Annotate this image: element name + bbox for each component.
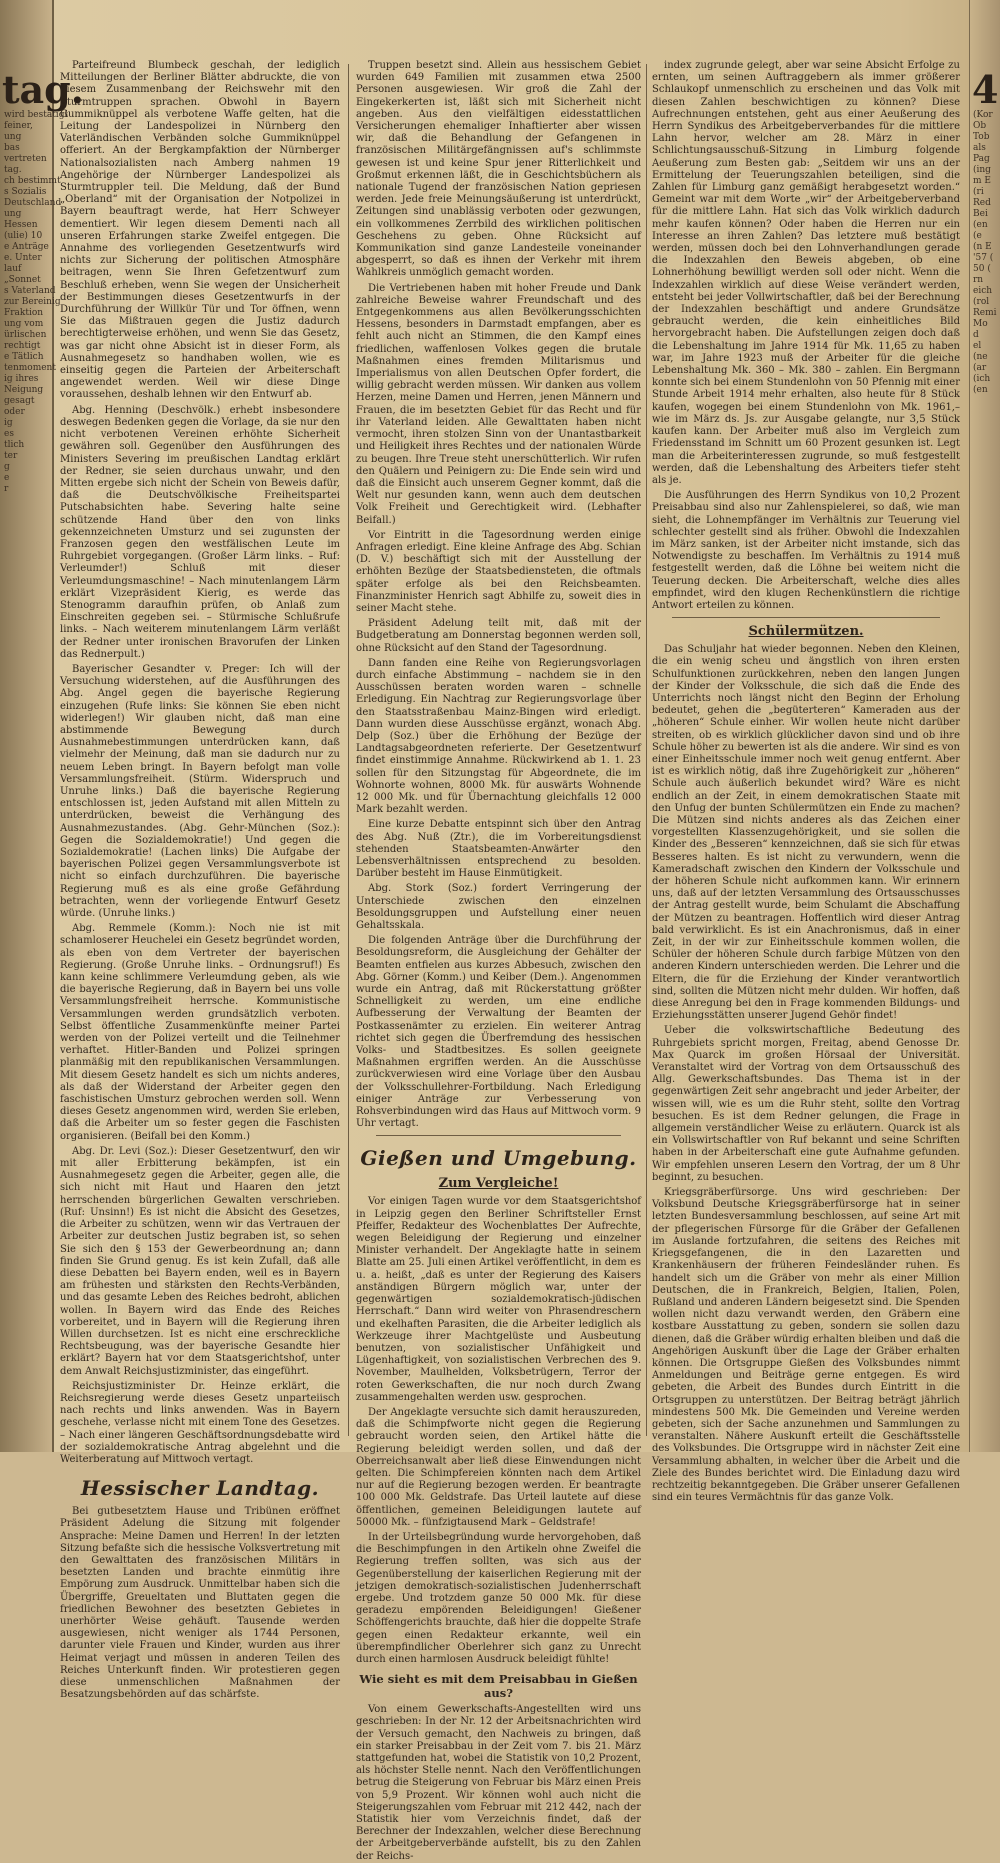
subheadline-preisabbau: Wie sieht es mit dem Preisabbau in Gießen aus? (359, 1672, 638, 1701)
edge-text-line: m E (973, 176, 991, 186)
paragraph: Parteifreund Blumbeck geschah, der lediglich Mitteilungen der Berliner Blätter abdruckte, die von diesem Zusammenbang der Reichswehr mit den Sturmtruppen sprachen. Obwohl in Bayern Gummiknüppel als verbotene Waffe gelten, hat die Leitung der Landespolizei in Nürnberg den Vaterländischen Verbänden solche Gummiknüppel offeriert. An der Bergkampfaktion der Nürnberger Nationalsozialisten nach Amberg nahmen 19 Angehörige der Nürnberger Landespolizei als Sturmtruppler teil. Die Meldung, daß der Bund „Oberland“ mit der Organisation der Notpolizei in Bayern beauftragt werde, hat Herr Schweyer dementiert. Wir legen diesem Dementi nach all unseren Erfahrungen starke Zweifel entgegen. Die Annahme des vorliegenden Gesetzentwurfs wird nichts zur Sicherung der politischen Atmosphäre beitragen, wenn Sie Ihren Gefetzentwurf zum Beschluß erheben, wenn Sie wegen der Unsicherheit der Bestimmungen dieses Gesetzentwurfs in der Durchführung der Willkür Tür und Tor öffnen, wenn Sie das Mißtrauen gegen die Justiz dadurch berechtigterweise erhöhen, und wenn Sie das Gesetz, was gar nicht ohne Absicht ist in dieser Form, als Ausnahmegesetz so handhaben wollen, wie es einseitig gegen die Parteien der Arbeiterschaft angewendet werden. Weil wir diese Dinge voraussehen, deshalb lehnen wir den Entwurf ab. (60, 60, 340, 401)
right-page-edge (969, 0, 1000, 1452)
left-edge-mark: tag. (2, 67, 84, 112)
edge-text-line: bas (4, 143, 20, 153)
edge-text-line: tag. (4, 165, 22, 175)
paragraph: Die Ausführungen des Herrn Syndikus von 10,2 Prozent Preisabbau sind also nur Zahlenspielerei, so daß, wie man sieht, die Lohnempfänger im Verhältnis zur Teuerung viel schlechter gestellt sind als früher. Obwohl die Indexzahlen im März sanken, ist der Arbeiter nicht imstande, sich das Notwendigste zu beschaffen. Im Verhältnis zu 1914 muß festgestellt werden, daß die Löhne bei weitem nicht die Teuerung decken. Die Arbeiterschaft, welche dies alles empfindet, wird den klugen Rechenkünstlern die richtige Antwort erteilen zu können. (652, 490, 960, 611)
edge-text-line: ung (4, 132, 22, 142)
paragraph: Ueber die volkswirtschaftliche Bedeutung des Ruhrgebiets spricht morgen, Freitag, abend Genosse Dr. Max Quarck im großen Hörsaal der Universität. Veranstaltet wird der Vortrag von dem Ortsausschuß des Allg. Gewerkschaftsbundes. Das Thema ist in der gegenwärtigen Zeit sehr angebracht und jeder Arbeiter, der wissen will, wie es um die Ruhr steht, sollte den Vortrag besuchen. Es ist dem Redner gelungen, die Frage in allgemein verständlicher Weise zu erläutern. Quarck ist als ein Vollswirtschaftler von Ruf bekannt und seine Schriften haben in der Arbeiterschaft eine gute Aufnahme gefunden. Wir empfehlen unseren Lesern den Vortrag, der um 8 Uhr beginnt, zu besuchen. (652, 1025, 960, 1183)
paragraph: Vor einigen Tagen wurde vor dem Staatsgerichtshof in Leipzig gegen den Berliner Schriftsteller Ernst Pfeiffer, Redakteur des Wochenblattes Der Aufrechte, wegen Beleidigung der Regierung und einzelner Minister verhandelt. Der Angeklagte hatte in seinem Blatte am 25. Juli einen Artikel veröffentlicht, in dem es u. a. heißt, „daß es unter der Regierung des Kaisers anständigen Bürgern möglich war, unter der gegenwärtigen sozialdemokratisch-jüdischen Herrschaft.“ Dann wird weiter von Phrasendreschern und ekelhaften Parasiten, die die Arbeiter lediglich als Werkzeuge ihrer Machtgelüste und Ausbeutung benutzen, von sozialistischer Unfähigkeit und Lügenhaftigkeit, von sozialistischen Verbrechen des 9. November, Maulhelden, Volksbetrügern, Terror der roten Gewerkschaften, die nur noch durch Zwang zusammengehalten werden usw. gesprochen. (356, 1196, 641, 1403)
paragraph: Die folgenden Anträge über die Durchführung der Besoldungsreform, die Ausgleichung der Gehälter der Beamten entfielen aus kurzes Abbesuch, zwischen den Abg. Görner (Komm.) und Keiber (Dem.). Angenommen wurde ein Antrag, daß mit Rückerstattung größter Schnelligkeit zu werden, um eine endliche Aufbesserung der Verwaltung der Beamten der Postkassenämter zu erzielen. Ein weiterer Antrag richtet sich gegen die Überfremdung des hessischen Volks- und Stadtbesitzes. Es sollen geeignete Maßnahmen ergriffen werden. An die Ausschüsse zurückverwiesen wird eine Vorlage über den Ausbau der Volksschullehrer-Fortbildung. Nach Erledigung einiger Anträge zur Verbesserung von Rohsverbindungen wird das Haus auf Mittwoch vorm. 9 Uhr vertagt. (356, 935, 641, 1130)
headline-hessischer-landtag: Hessischer Landtag. (80, 1476, 320, 1501)
edge-text-line: Bei (973, 209, 988, 219)
edge-text-line: el (973, 341, 982, 351)
edge-text-line: s Sozialis (4, 187, 47, 197)
edge-text-line: Deutschland (4, 198, 62, 208)
paragraph: Dann fanden eine Reihe von Regierungsvorlagen durch einfache Abstimmung – nachdem sie in den Ausschüssen beraten worden waren – schnelle Erledigung. Ein Nachtrag zur Regierungsvorlage über den Staatsstraßenbau Mainz-Bingen wird erledigt. Dann wurden diese Ausschüsse ergänzt, wonach Abg. Delp (Soz.) über die Erhöhung der Bezüge der Landtagsabgeordneten referierte. Der Gesetzentwurf findet einstimmige Annahme. Rückwirkend ab 1. 1. 23 sollen für den Sitzungstag für Abgeordnete, die im Wohnorte wohnen, 8000 Mk. für auswärts Wohnende 12 000 Mk. und für Übernachtung gleichfalls 12 000 Mark bezahlt werden. (356, 657, 641, 816)
edge-text-line: (ulie) 10 (4, 231, 43, 241)
edge-text-line: (en (973, 385, 988, 395)
edge-text-line: (n E (973, 242, 992, 252)
paragraph: Vor Eintritt in die Tagesordnung werden einige Anfragen erledigt. Eine kleine Anfrage des Abg. Schian (D. V.) beschäftigt sich mit der Ausstellung der erhöhten Bezüge der Staatsbediensteten, die oftmals später erfolge als bei den Reichsbeamten. Finanzminister Henrich sagt Abhilfe zu, soweit dies in seiner Macht stehe. (356, 529, 641, 614)
right-edge-mark: 4 (972, 67, 999, 112)
edge-text-line: (ar (973, 363, 987, 373)
edge-text-line: ung (4, 209, 22, 219)
edge-text-line: feiner, (4, 121, 33, 131)
edge-text-line: r (4, 484, 9, 494)
edge-text-line: (ing (973, 165, 991, 175)
paragraph: Abg. Henning (Deschvölk.) erhebt insbesondere deswegen Bedenken gegen die Vorlage, da sie nur den nicht verbotenen Vereinen erhöhte Sicherheit gewähren soll. Gegenüber den Ausführungen des Ministers Severing im preußischen Landtag erklärt der Redner, sie seien durchaus unwahr, und den Mitten ergebe sich nicht der Schein von Beweis dafür, daß die Deutschvölkische Freiheitspartei Putschabsichten habe. Severing halte seine schützende Hand über den von links gekennzeichneten Umsturz und sei zugunsten der Franzosen gegen den westfälischen Leute im Ruhrgebiet vorgegangen. (Großer Lärm links. – Ruf: Verleumder!) Schluß mit dieser Verleumdungsmaschine! – Nach minutenlangem Lärm erklärt Vizepräsident Kierig, es werde das Stenogramm daraufhin prüfen, ob Anlaß zum Einschreiten gegeben sei. – Stürmische Schlußrufe links. – Nach weiterem minutenlangem Lärm verläßt der Redner unter ironischen Bravorufen der Linken das Rednerpult.) (60, 404, 340, 660)
edge-text-line: d (973, 330, 979, 340)
paragraph: Bei gutbesetztem Hause und Tribünen eröffnet Präsident Adelung die Sitzung mit folgender Ansprache: Meine Damen und Herren! In der letzten Sitzung befaßte sich die hessische Volksvertretung mit den Gewalttaten des französischen Militärs in besetzten Landen und brachte einmütig ihre Empörung zum Ausdruck. Unmittelbar haben sich die Übergriffe, Greueltaten und Bluttaten gegen die friedlichen Bewohner des besetzten Gebietes in unerhörter Weise gehäuft. Tausende werden ausgewiesen, nicht weniger als 1744 Personen, darunter viele Frauen und Kinder, wurden aus ihrer Heimat verjagt und müssen in anderen Teilen des Reiches Unterkunft finden. Wir protestieren gegen diese unmenschlichen Maßnahmen der Besatzungsbehörden auf das schärfste. (60, 1506, 340, 1701)
paragraph: Abg. Remmele (Komm.): Noch nie ist mit schamloserer Heuchelei ein Gesetz begründet worden, als eben von dem Vertreter der bayerischen Regierung. (Große Unruhe links. – Ordnungsruf!) Es kann keine schlimmere Verleumdung geben, als wie die bayerische Regierung, daß in Bayern bei uns volle Versammlungsfreiheit herrsche. Kommunistische Versammlungen werden grundsätzlich verboten. Selbst öffentliche Zusammenkünfte meiner Partei werden von der Polizei verteilt und die Teilnehmer verhaftet. Hitler-Banden und Polizei springen planmäßig mit den republikanischen Versammlungen. Mit diesem Gesetz handelt es sich um nichts anderes, als daß der Widerstand der Arbeiter gegen den faschistischen Umsturz gebrochen werden soll. Wenn dieses Gesetz angenommen wird, werden Sie erleben, daß die Arbeiter um so fester gegen die Faschisten organisieren. (Beifall bei den Komm.) (60, 923, 340, 1142)
column-rule (646, 64, 647, 1436)
edge-text-line: (en (973, 220, 988, 230)
edge-text-line: Fraktion (4, 308, 44, 318)
edge-text-line: vertreten (4, 154, 47, 164)
paragraph: Truppen besetzt sind. Allein aus hessischem Gebiet wurden 649 Familien mit zusammen etwa 2500 Personen ausgewiesen. Wir groß die Zahl der Eingekerkerten ist, läßt sich mit Sicherheit nicht angeben. Aus den vielfältigen eidesstattlichen Versicherungen ehemaliger Inhaftierter aber wissen wir, daß die Behandlung der Gefangenen in französischen Militärgefängnissen auf's schlimmste gewesen ist und keine Spur jener Ritterlichkeit und Großmut erkennen läßt, die in Geschichtsbüchern als nationale Tugend der französischen Nation gepriesen werden. Jede freie Meinungsäußerung ist unterdrückt, Zeitungen sind unablässig verboten oder gezwungen, ein vollkommenes Zerrbild des wirklichen politischen Geschehens zu geben. Ohne Rücksicht auf Kommunikation sind ganze Landesteile voneinander abgesperrt, so daß es ihnen der Verkehr mit ihrem Wahlkreis unmöglich gemacht worden. (356, 60, 641, 279)
edge-text-line: Hessen (4, 220, 38, 230)
edge-text-line: Red (973, 198, 991, 208)
right-edge-lines (970, 110, 1000, 396)
edge-text-line: e Anträge (4, 242, 49, 252)
column-1 (60, 60, 340, 1701)
edge-text-line: eich (973, 286, 993, 296)
edge-text-line: Pag (973, 154, 990, 164)
edge-text-line: tlich (4, 440, 25, 450)
edge-text-line: (ri (973, 187, 984, 197)
edge-text-line: 50 ( (973, 264, 991, 274)
edge-text-line: Tob (973, 132, 990, 142)
edge-text-line: Neigung (4, 385, 44, 395)
edge-text-line: gesagt (4, 396, 35, 406)
edge-text-line: lauf (4, 264, 22, 274)
edge-text-line: ter (4, 451, 18, 461)
edge-text-line: tenmoment (4, 363, 56, 373)
divider (672, 617, 940, 618)
left-edge-lines (0, 110, 69, 495)
edge-text-line: „Sonnet (4, 275, 41, 285)
left-page-edge (0, 0, 84, 1452)
edge-text-line: '57 ( (973, 253, 994, 263)
edge-text-line: s Vaterland (4, 286, 56, 296)
headline-giessen-und-umgebung: Gießen und Umgebung. (360, 1146, 637, 1171)
paragraph: Der Angeklagte versuchte sich damit herauszureden, daß die Schimpfworte nicht gegen die Regierung gebraucht worden seien, den Artikel hätte die Regierung beleidigt werden sollen, und daß der Oberreichsanwalt aber ließ diese Einwendungen nicht gelten. Die Schimpfereien könnten nach dem Artikel nur auf die Regierung bezogen werden. Er beantragte 100 000 Mk. Geldstrafe. Das Urteil lautete auf diese öffentlichen, gemeinen Beleidigungen lautete auf 50000 Mk. – fünfzigtausend Mark – Geldstrafe! (356, 1406, 641, 1528)
paragraph: Abg. Stork (Soz.) fordert Verringerung der Unterschiede zwischen den einzelnen Besoldungsgruppen und Aufstellung einer neuen Gehaltsskala. (356, 883, 641, 932)
paragraph: index zugrunde gelegt, aber war seine Absicht Erfolge zu ernten, um seinen Auftraggebern als immer größerer Schlaukopf unmenschlich zu erscheinen und das Volk mit diesen Zahlen beschwichtigen zu können? Diese Aufrechnungen entstehen, geht aus einer Aeußerung des Herrn Syndikus des Arbeitgeberverbandes für die mittlere Lahn hervor, welcher am 28. März in einer Schlichtungsausschuß-Sitzung in Limburg folgende Aeußerung zum Besten gab: „Seitdem wir uns an der Ermittelung der Teuerungszahlen beteiligen, sind die Zahlen für Limburg ganz gemäßigt herabgesetzt worden.“ Gemeint war mit dem Worte „wir“ der Arbeitgeberverband für die mittlere Lahn. Hat sich das Volk wirklich dadurch mehr kaufen können? Oder haben die Herren nur ein Interesse an ihren Zahlen? Das letztere muß bestätigt werden, müssen doch bei den Lohnverhandlungen gerade die Indexzahlen den Beweis abgeben, ob eine Lohnerhöhung bewilligt werden soll oder nicht. Wenn die Indexzahlen wirklich auf diese Weise verändert werden, entsteht bei jeder Vollwirtschaftler, daß bei der Berechnung der Indexzahlen beschäftigt und andere Grundsätze gebraucht werden, die kein einheitliches Bild hervorgebracht haben. Die Aufstellungen zeigen doch daß die Lebenshaltung im Jahre 1914 für Mk. 11,65 zu haben war, im Jahre 1923 muß der Arbeiter für die gleiche Lebenshaltung Mk. 360 – Mk. 380 – zahlen. Ein Bergmann konnte sich bei einem Stundenlohn von 50 Pfennig mit einer Stunde Arbeit 1914 mehr erhalten, also heute für 8 Stück kaufen, wogegen bei einem Stundenlohn von Mk. 1961,– wie im März ds. Js. zur Ausgabe gelangte, nur 3,5 Stück kaufen kann. Der Arbeiter muß also im Vergleich zum Friedensstand im Schnitt um 60 Prozent gesunken ist. Legt man die Arbeiterinteressen zugrunde, so muß festgestellt werden, daß die Lebenshaltung des Arbeiters tiefer steht als je. (652, 60, 960, 486)
paragraph: Kriegsgräberfürsorge. Uns wird geschrieben: Der Volksbund Deutsche Kriegsgräberfürsorge hat in seiner letzten Bundesversammlung beschlossen, auf seine Art mit der pflegerischen Fürsorge für die Gräber der Gefallenen im Auslande fortzufahren, die seitens des Reiches mit Kriegsgefangenen, die in den Lazaretten und Krankenhäusern der früheren Feindesländer ruhen. Es handelt sich um die Gräber von mehr als einer Million Deutschen, die in Frankreich, Belgien, Italien, Polen, Rußland und anderen Ländern beigesetzt sind. Die Spenden wollen nicht dazu verwandt werden, den Gräbern eine kostbare Ausstattung zu geben, sondern sie sollen dazu dienen, daß die Gräber würdig erhalten bleiben und daß die Angehörigen Auskunft über die Lage der Gräber erhalten können. Die Ortsgruppe Gießen des Volksbundes nimmt Anmeldungen und Beiträge gerne entgegen. Es wird gebeten, die Arbeit des Bundes durch Eintritt in die Ortsgruppen zu unterstützen. Der Beitrag beträgt jährlich mindestens 500 Mk. Die Gemeinden und Vereine werden gebeten, sich der Sache anzunehmen und Sammlungen zu veranstalten. Nähere Auskunft erteilt die Geschäftsstelle des Volksbundes. Die Ortsgruppe wird in nächster Zeit eine Versammlung abhalten, in welcher über die Arbeit und die Ziele des Bundes berichtet wird. Die Einladung dazu wird rechtzeitig bekanntgegeben. Die Gräber unserer Gefallenen sind ein teures Vermächtnis für das ganze Volk. (652, 1187, 960, 1504)
edge-text-line: (ne (973, 352, 988, 362)
paragraph: Reichsjustizminister Dr. Heinze erklärt, die Reichsregierung werde dieses Gesetz unparteiisch nach rechts und links anwenden. Was in Bayern geschehe, verlasse nicht mit einem Tone des Gesetzes. – Nach einer längeren Geschäftsordnungsdebatte wird der sozialdemokratische Antrag abgelehnt und die Weiterberatung auf Mittwoch vertagt. (60, 1380, 340, 1465)
column-3 (652, 60, 960, 1504)
paragraph: Die Vertriebenen haben mit hoher Freude und Dank zahlreiche Beweise wahrer Freundschaft und des Entgegenkommens aus allen Bevölkerungsschichten Hessens, besonders in Darmstadt empfangen, aber es fehlt auch nicht an Stimmen, die den Kampf eines friedlichen, waffenlosen Volkes gegen die brutale Maßnahmen eines fremden Militarismus und Imperialismus von allen Deutschen Opfer fordert, die willig gebracht werden müssen. Wir danken aus vollem Herzen, meine Damen und Herren, jenen Männern und Frauen, die im besetzten Gebiet für das Recht und für ihr Vaterland leiden. Alle Gewalttaten haben nicht vermocht, ihren stolzen Sinn von der Unantastbarkeit und Heiligkeit ihres Rechtes und der nationalen Würde zu beugen. Ihre Treue steht unerschütterlich. Wir rufen den Quälern und Peinigern zu: Die Ende sein wird und daß die Einsicht auch unserem Gegner kommt, daß die Welt nur gesunden kann, wenn auch dem deutschen Volk Freiheit und Gerechtigkeit wird. (Lebhafter Beifall.) (356, 282, 641, 526)
edge-text-line: ürlischen (4, 330, 47, 340)
paragraph: Eine kurze Debatte entspinnt sich über den Antrag des Abg. Nuß (Ztr.), die im Vorbereitungsdienst stehenden Staatsbeamten-Anwärter den Lebensverhältnissen entsprechend zu besolden. Darüber besteht im Hause Einmütigkeit. (356, 819, 641, 880)
edge-text-line: als (973, 143, 986, 153)
edge-text-line: rechtigt (4, 341, 41, 351)
edge-text-line: rn (973, 275, 984, 285)
edge-text-line: zur Bereinig (4, 297, 61, 307)
edge-text-line: Ob (973, 121, 987, 131)
paragraph: Bayerischer Gesandter v. Preger: Ich will der Versuchung widerstehen, auf die Ausführungen des Abg. Angel gegen die bayerische Regierung einzugehen (Rufe links: Sie können Sie eben nicht widerlegen!) Wir glauben nicht, daß man eine abstimmende Bewegung durch Ausnahmebestimmungen unterdrücken kann, daß vielmehr der Meinung, daß man sie dadurch nur zu neuem Leben bringt. In Bayern befolgt man volle Versammlungsfreiheit. (Stürm. Widerspruch und Unruhe links.) Daß die bayerische Regierung entschlossen ist, jeden Aufstand mit allen Mitteln zu unterdrücken, beweist die Verhängung des Ausnahmezustandes. (Abg. Gehr-München (Soz.): Gegen die Sozialdemokratie!) Und gegen die Sozialdemokratie! (Lachen links) Die Aufgabe der bayerischen Polizei gegen Versammlungsverbote ist nicht so einfach durchzuführen. Die bayerische Regierung muß es als eine große Gefährdung betrachten, wenn der vorliegende Entwurf Gesetz würde. (Unruhe links.) (60, 663, 340, 920)
edge-text-line: es (4, 429, 14, 439)
edge-text-line: (e (973, 231, 982, 241)
edge-text-line: Remi (973, 308, 997, 318)
edge-text-line: ig ihres (4, 374, 39, 384)
edge-text-line: e (4, 473, 10, 483)
edge-text-line: Mo (973, 319, 988, 329)
edge-text-line: wird bestätigt (4, 110, 69, 120)
edge-text-line: e Tätlich (4, 352, 44, 362)
paragraph: Abg. Dr. Levi (Soz.): Dieser Gesetzentwurf, den wir mit aller Erbitterung bekämpfen, ist ein Ausnahmegesetz gegen die Arbeiter, gegen alle, die sich nicht mit Haut und Haaren den jetzt herrschenden bürgerlichen Gewalten verschrieben. (Ruf: Unsinn!) Es ist nicht die Absicht des Gesetzes, die Arbeiter zu schützen, wenn wir das Vertrauen der Arbeiter zur deutschen Justiz begraben ist, so sehen Sie sich den § 153 der Gewerbeordnung an; dann finden Sie Grund genug. Es ist kein Zufall, daß alle diese Debatten bei Bayern enden, weil es in Bayern am frühesten und stärksten den Rechts-Verbänden, und das gesamte Leben des Reiches bedroht, ablichen wollen. In Bayern wird das Ende des Reiches vorbereitet, und in Bayern will die Regierung ihren Willen durchsetzen. Ist es nicht eine erschreckliche Rechtsbeugung, was der bayerische Gesandte hier erklärt? Bayern hat vor dem Staatsgerichtshof, unter dem Anwalt Reichsjustizminister, das eingeführt. (60, 1145, 340, 1377)
edge-text-line: ung vom (4, 319, 44, 329)
edge-text-line: e. Unter (4, 253, 42, 263)
headline-schuelermuetzen: Schülermützen. (748, 624, 864, 640)
subheadline-zum-vergleiche: Zum Vergleiche! (438, 1176, 559, 1192)
column-2 (356, 60, 641, 1862)
edge-text-line: oder (4, 407, 25, 417)
column-rule (348, 64, 349, 1436)
edge-text-line: ch bestimmt (4, 176, 61, 186)
edge-text-line: (rol (973, 297, 990, 307)
edge-text-line: ig (4, 418, 13, 428)
edge-text-line: g (4, 462, 10, 472)
paragraph: Von einem Gewerkschafts-Angestellten wird uns geschrieben: In der Nr. 12 der Arbeitsnachrichten wird der Versuch gemacht, den Nachweis zu bringen, daß ein starker Preisabbau in der Zeit vom 7. bis 21. März stattgefunden hat, wobei die Statistik von 10,2 Prozent, als höchster Stelle nennt. Nach den Veröffentlichungen betrug die Steigerung von Februar bis März einen Preis von 5,9 Prozent. Wir können wohl auch nicht die Steigerungszahlen vom Februar mit 212 442, nach der Statistik hier vom Verzeichnis findet, daß der Berechner der Indexzahlen, welcher diese Berechnung der Arbeitgeberverbände aufstellt, bis zu den Zahlen der Reichs- (356, 1704, 641, 1862)
edge-text-line: (Kor (973, 110, 993, 120)
paragraph: Das Schuljahr hat wieder begonnen. Neben den Kleinen, die ein wenig scheu und ängstlich von ihren ersten Schulfunktionen zurückkehren, neben den langen Jungen der Kinder der Volksschule, die sich daß die Ende des Unterrichts noch längst nicht den Beginn der Erholung bedeutet, gehen die „begüterteren“ Kameraden aus der „höheren“ Schule einher. Wir wollen heute nicht darüber streiten, ob es wirklich glücklicher davon sind und ob ihre Schule höher zu bewerten ist als die andere. Wir sind es von einer Einheitsschule immer noch weit genug entfernt. Aber ist es wirklich nötig, daß ihre Zugehörigkeit zur „höheren“ Schule auch äußerlich bekundet wird? Wäre es nicht endlich an der Zeit, in einem demokratischen Staate mit den Unfug der bunten Schülermützen ein Ende zu machen? Die Mützen sind nichts anderes als das Zeichen einer vorgestellten Klassenzugehörigkeit, und sie sollen die Kinder des „Besseren“ kennzeichnen, daß sie sich für etwas Besseres halten. Es ist nicht zu verwundern, wenn die Kameradschaft zwischen den Kindern der Volksschule und der höheren Schule nicht aufkommen kann. Wir erinnern uns, daß auf der letzten Versammlung des Ortsausschusses der Antrag gestellt wurde, beim Schulamt die Abschaffung der Mützen zu beantragen. Hoffentlich wird dieser Antrag bald verwirklicht. Es ist ein Anachronismus, daß in einer Zeit, in der wir zur Einheitsschule kommen wollen, die Schüler der höheren Schule durch farbige Mützen von den anderen Kindern unterschieden werden. Die Lehrer und die Eltern, die für die Erziehung der Kinder verantwortlich sind, sollten die Mützen nicht mehr dulden. Wir hoffen, daß diese Anregung bei den in Frage kommenden Bildungs- und Erziehungsstätten unserer Jugend Gehör findet! (652, 644, 960, 1022)
edge-text-line: (ich (973, 374, 991, 384)
paragraph: In der Urteilsbegründung wurde hervorgehoben, daß die Beschimpfungen in den Artikeln ohne Zweifel die Regierung treffen sollten, was sich aus der Gegenüberstellung der kaiserlichen Regierung mit der jetzigen demokratisch-sozialistischen Judenherrschaft ergebe. Und trotzdem ganze 50 000 Mk. für diese geradezu empörenden Beleidigungen! Gießener Schöffengerichts brauchte, daß hier die doppelte Strafe gegen einen Redakteur erkannte, weil ein überempfindlicher Oberlehrer sich ganz zu Unrecht durch einen harmlosen Ausdruck beleidigt fühlte! (356, 1531, 641, 1665)
divider (376, 1135, 621, 1136)
paragraph: Präsident Adelung teilt mit, daß mit der Budgetberatung am Donnerstag begonnen werden soll, ohne Rücksicht auf den Stand der Tagesordnung. (356, 618, 641, 654)
